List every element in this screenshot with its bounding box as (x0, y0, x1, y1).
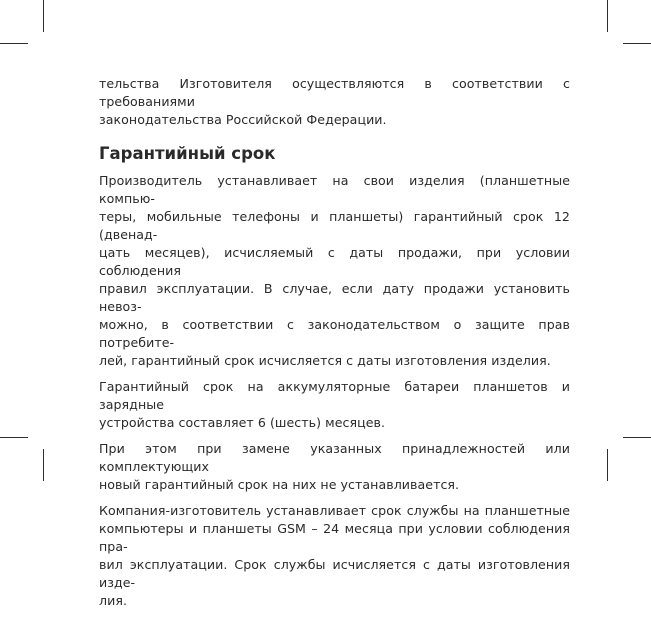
paragraph-line: новый гарантийный срок на них не устанавливается. (99, 477, 460, 492)
paragraph-line: компьютеры и планшеты GSM – 24 месяца при условии соблюдения пра- (99, 521, 570, 554)
crop-mark-top-right-horizontal (623, 43, 651, 44)
paragraph-line: теры, мобильные телефоны и планшеты) гарантийный срок 12 (двенад- (99, 209, 570, 242)
crop-mark-top-right-vertical (607, 0, 608, 32)
paragraph-warranty-period (99, 172, 570, 370)
paragraph-line: Компания-изготовитель устанавливает срок службы на планшетные (99, 503, 570, 518)
paragraph-line: При этом при замене указанных принадлежностей или комплектующих (99, 441, 570, 474)
paragraph-line: можно, в соответствии с законодательством о защите прав потребите- (99, 317, 570, 350)
crop-mark-top-left-horizontal (0, 43, 28, 44)
paragraph-line: устройства составляет 6 (шесть) месяцев. (99, 415, 386, 430)
crop-mark-bottom-left-horizontal (0, 437, 28, 438)
intro-line: тельства Изготовителя осуществляются в соответствии с требованиями (99, 76, 570, 109)
paragraph-line: вил эксплуатации. Срок службы исчисляется с даты изготовления изде- (99, 557, 570, 590)
section-heading: Гарантийный срок (99, 144, 276, 163)
crop-mark-top-left-vertical (43, 0, 44, 32)
paragraph-line: цать месяцев), исчисляемый с даты продажи, при условии соблюдения (99, 245, 570, 278)
crop-mark-bottom-left-vertical (43, 449, 44, 481)
intro-line: законодательства Российской Федерации. (99, 112, 387, 127)
crop-mark-bottom-right-horizontal (623, 437, 651, 438)
intro-paragraph (99, 75, 570, 129)
paragraph-battery-warranty (99, 378, 570, 432)
crop-mark-bottom-right-vertical (607, 449, 608, 481)
paragraph-line: Гарантийный срок на аккумуляторные батареи планшетов и зарядные (99, 379, 570, 412)
paragraph-replacement-note (99, 440, 570, 494)
paragraph-line: Производитель устанавливает на свои изделия (планшетные компью- (99, 173, 570, 206)
paragraph-line: лей, гарантийный срок исчисляется с даты изготовления изделия. (99, 353, 551, 368)
document-body (99, 75, 570, 618)
paragraph-service-life (99, 502, 570, 610)
paragraph-line: правил эксплуатации. В случае, если дату продажи установить невоз- (99, 281, 570, 314)
paragraph-line: лия. (99, 593, 128, 608)
